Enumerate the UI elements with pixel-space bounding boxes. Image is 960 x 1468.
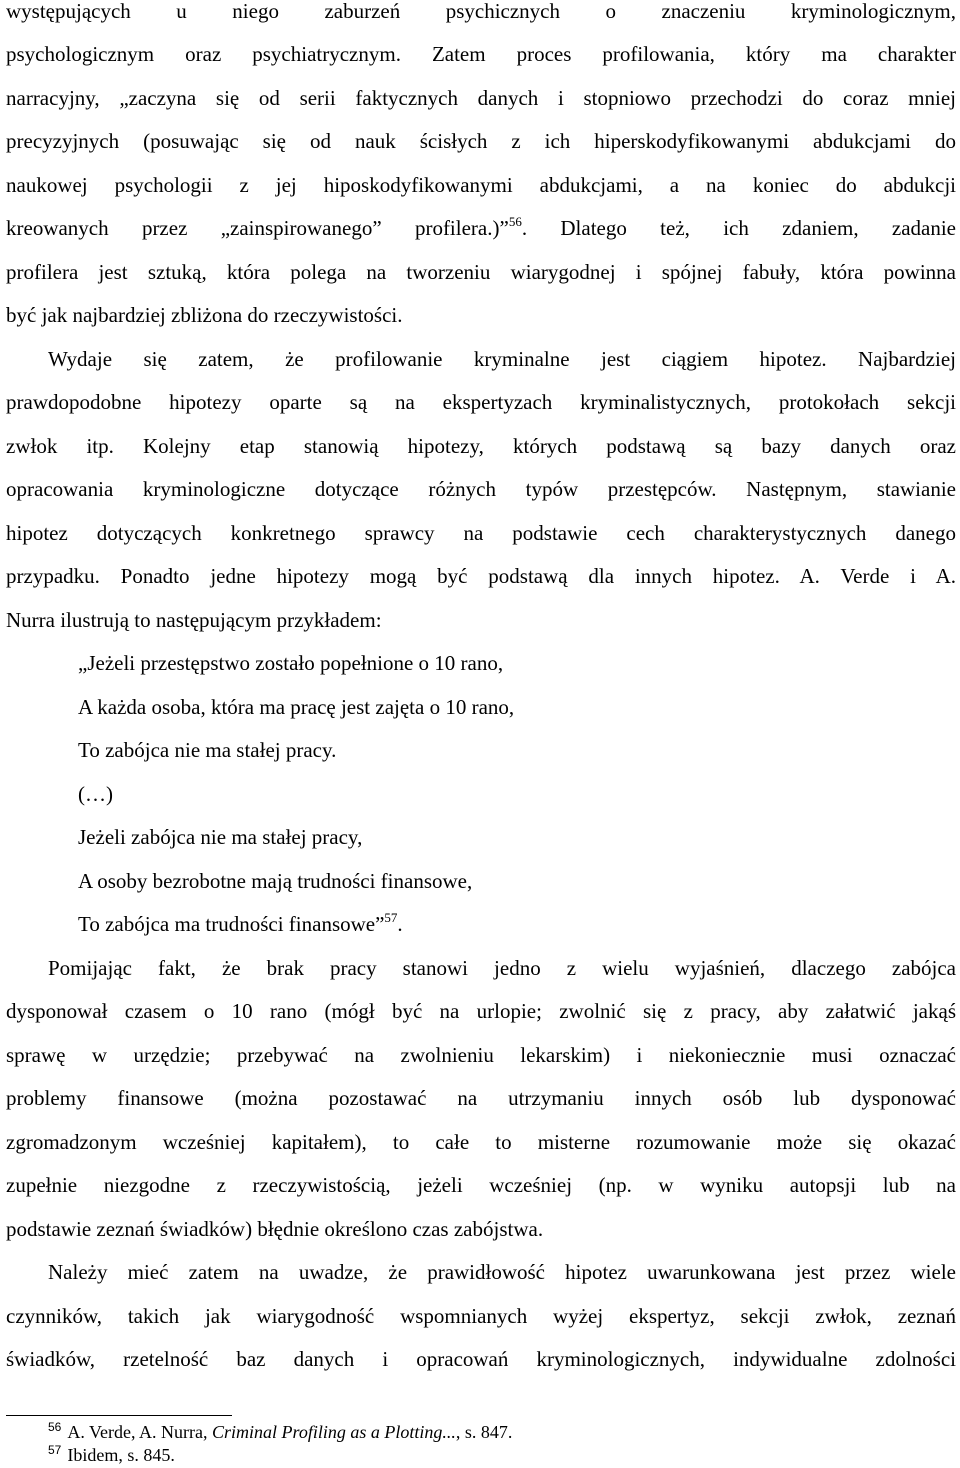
text-line: profilera jest sztuką, która polega na tworzeniu wiarygodnej i spójnej fabuły, która powinna — [6, 260, 956, 284]
quote-line: Jeżeli zabójca nie ma stałej pracy, — [78, 825, 363, 849]
text-line: zgromadzonym wcześniej kapitałem), to całe to misterne rozumowanie może się okazać — [6, 1130, 956, 1154]
footnote-separator — [6, 1415, 232, 1416]
quote-line: (…) — [78, 782, 113, 806]
quote-line: A każda osoba, która ma pracę jest zajęta o 10 rano, — [78, 695, 515, 719]
text-segment: . — [397, 912, 403, 936]
footnote-text: Ibidem, s. 845. — [67, 1445, 175, 1465]
text-line: narracyjny, „zaczyna się od serii faktycznych danych i stopniowo przechodzi do coraz mniej — [6, 86, 956, 110]
quote-line: „Jeżeli przestępstwo zostało popełnione o 10 rano, — [78, 651, 504, 675]
footnote-number: 57 — [48, 1443, 62, 1457]
text-line: opracowania kryminologiczne dotyczące różnych typów przestępców. Następnym, stawianie — [6, 477, 956, 501]
text-line: psychologicznym oraz psychiatrycznym. Zatem proces profilowania, który ma charakter — [6, 42, 956, 66]
text-line: naukowej psychologii z jej hiposkodyfikowanymi abdukcjami, a na koniec do abdukcji — [6, 173, 956, 197]
footnote-ref: 57 — [384, 910, 398, 925]
quote-line: To zabójca nie ma stałej pracy. — [78, 738, 337, 762]
quote-line — [78, 903, 403, 947]
quote-line: A osoby bezrobotne mają trudności finansowe, — [78, 869, 473, 893]
footnote-ref: 56 — [508, 214, 522, 229]
text-line: czynników, takich jak wiarygodność wspomnianych wyżej ekspertyz, sekcji zwłok, zeznań — [6, 1304, 956, 1328]
text-line: dysponował czasem o 10 rano (mógł być na urlopie; zwolnić się z pracy, aby załatwić jakąś — [6, 999, 956, 1023]
text-line: problemy finansowe (można pozostawać na utrzymaniu innych osób lub dysponować — [6, 1086, 956, 1110]
text-line: Wydaje się zatem, że profilowanie kryminalne jest ciągiem hipotez. Najbardziej — [48, 347, 956, 371]
text-line: Nurra ilustrują to następującym przykładem: — [6, 608, 382, 632]
text-segment: To zabójca ma trudności finansowe” — [78, 912, 385, 936]
text-line — [6, 207, 956, 251]
text-line: precyzyjnych (posuwając się od nauk ścisłych z ich hiperskodyfikowanymi abdukcjami do — [6, 129, 956, 153]
footnote-56 — [48, 1420, 512, 1444]
text-line: sprawę w urzędzie; przebywać na zwolnieniu lekarskim) i niekoniecznie musi oznaczać — [6, 1043, 956, 1067]
text-segment: kreowanych przez „zainspirowanego” profilera.)” — [6, 216, 509, 240]
text-segment: . Dlatego też, ich zdaniem, zadanie — [521, 216, 957, 240]
footnote-title: Criminal Profiling as a Plotting... — [212, 1422, 456, 1442]
text-line: być jak najbardziej zbliżona do rzeczywistości. — [6, 303, 403, 327]
text-line: Pomijając fakt, że brak pracy stanowi jedno z wielu wyjaśnień, dlaczego zabójca — [48, 956, 956, 980]
text-line: świadków, rzetelność baz danych i opracowań kryminologicznych, indywidualne zdolności — [6, 1347, 956, 1371]
text-line: podstawie zeznań świadków) błędnie określono czas zabójstwa. — [6, 1217, 544, 1241]
footnote-57 — [48, 1443, 175, 1467]
text-line: zupełnie niezgodne z rzeczywistością, jeżeli wcześniej (np. w wyniku autopsji lub na — [6, 1173, 956, 1197]
text-line: Należy mieć zatem na uwadze, że prawidłowość hipotez uwarunkowana jest przez wiele — [48, 1260, 956, 1284]
text-line: prawdopodobne hipotezy oparte są na ekspertyzach kryminalistycznych, protokołach sekcji — [6, 390, 956, 414]
footnote-number: 56 — [48, 1420, 62, 1434]
footnote-text: , s. 847. — [455, 1422, 513, 1442]
text-line: zwłok itp. Kolejny etap stanowią hipotezy, których podstawą są bazy danych oraz — [6, 434, 956, 458]
text-line: występujących u niego zaburzeń psychicznych o znaczeniu kryminologicznym, — [6, 0, 956, 23]
text-line: hipotez dotyczących konkretnego sprawcy na podstawie cech charakterystycznych danego — [6, 521, 956, 545]
text-line: przypadku. Ponadto jedne hipotezy mogą być podstawą dla innych hipotez. A. Verde i A. — [6, 564, 956, 588]
footnote-text: A. Verde, A. Nurra, — [67, 1422, 212, 1442]
